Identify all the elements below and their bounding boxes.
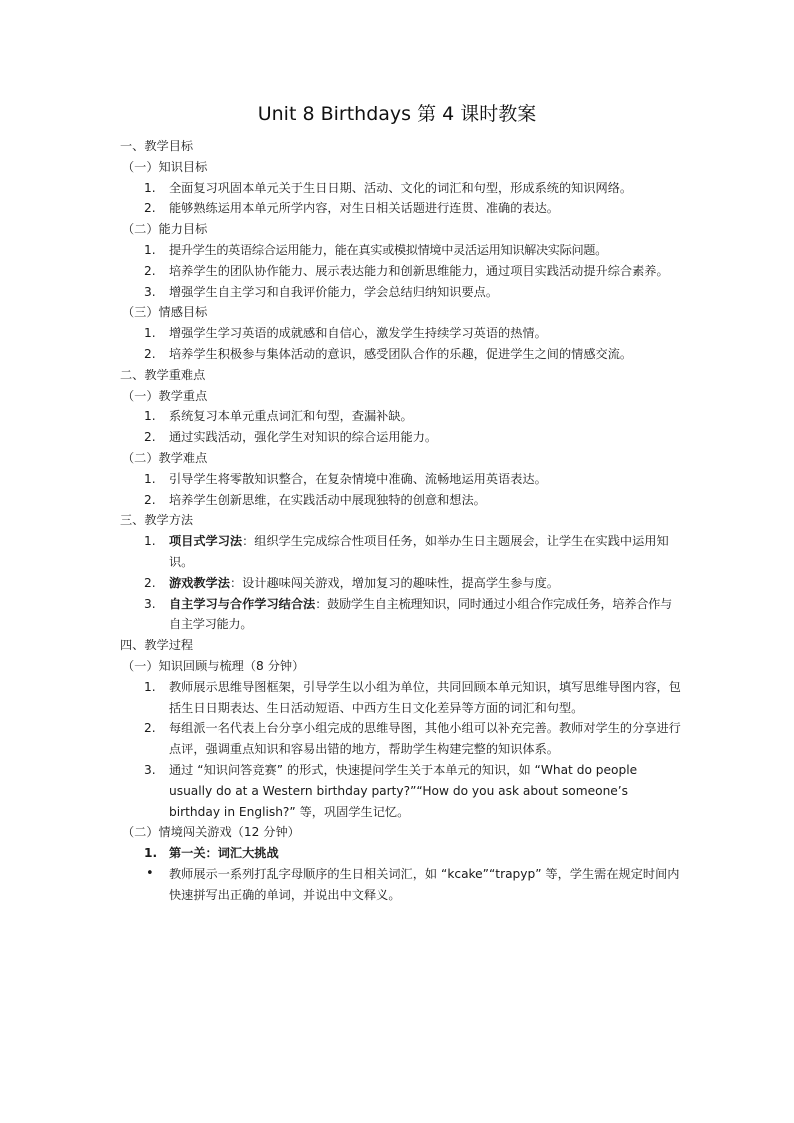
item-text: ：鼓励学生自主梳理知识，同时通过小组合作完成任务，培养合作与自主学习能力。 (169, 596, 672, 632)
item-number: 2. (144, 430, 156, 445)
item-text: 通过 “知识问答竞赛” 的形式，快速提问学生关于本单元的知识，如 “What do people usually do at a Western birthday party?”“How do you ask about someone’s birthday in English?” 等，巩固学生记忆。 (169, 762, 638, 819)
list-item (120, 240, 682, 261)
list-item (120, 594, 682, 636)
list-item (120, 677, 682, 719)
item-number: 1. (144, 534, 156, 549)
list-item (120, 490, 682, 511)
item-text: 每组派一名代表上台分享小组完成的思维导图，其他小组可以补充完善。教师对学生的分享进行点评，强调重点知识和容易出错的地方，帮助学生构建完整的知识体系。 (169, 721, 681, 757)
section-heading: 二、教学重难点 (120, 367, 206, 382)
item-number: 1. (144, 326, 156, 341)
list-item (120, 178, 682, 199)
item-number: 1. (144, 679, 156, 694)
item-number: 1. (144, 846, 158, 861)
list-item (120, 573, 682, 594)
section-heading: 一、教学目标 (120, 139, 194, 153)
method-label: 项目式学习法 (169, 534, 243, 549)
list-item (120, 469, 682, 490)
item-number: 2. (144, 492, 156, 507)
list-item (120, 843, 682, 864)
item-number: 2. (144, 721, 156, 736)
list-item (120, 531, 682, 573)
list-item (120, 760, 682, 822)
subsection-heading: （二）教学难点 (122, 450, 208, 465)
item-number: 1. (144, 409, 156, 424)
item-text: 增强学生自主学习和自我评价能力，学会总结归纳知识要点。 (169, 284, 499, 299)
subsection-heading: （三）情感目标 (122, 305, 208, 320)
subsection-heading: （一）教学重点 (122, 388, 208, 403)
list-item (120, 427, 682, 448)
item-text: 能够熟练运用本单元所学内容，对生日相关话题进行连贯、准确的表达。 (169, 201, 559, 216)
item-text: 全面复习巩固本单元关于生日日期、活动、文化的词汇和句型，形成系统的知识网络。 (169, 180, 633, 195)
item-number: 3. (144, 762, 156, 777)
document-body (120, 136, 682, 905)
method-label: 游戏教学法 (169, 575, 230, 590)
level-title: 第一关：词汇大挑战 (169, 846, 279, 861)
item-number: 3. (144, 284, 156, 299)
bullet-item (120, 864, 682, 906)
subsection-heading: （二）能力目标 (122, 222, 208, 237)
item-text: 培养学生的团队协作能力、展示表达能力和创新思维能力，通过项目实践活动提升综合素养。 (169, 263, 669, 278)
item-text: ：设计趣味闯关游戏，增加复习的趣味性，提高学生参与度。 (229, 575, 559, 590)
section-heading: 四、教学过程 (120, 638, 194, 653)
item-text: 系统复习本单元重点词汇和句型，查漏补缺。 (169, 409, 413, 424)
document-title: Unit 8 Birthdays 第 4 课时教案 (257, 103, 537, 125)
list-item (120, 406, 682, 427)
item-text: 教师展示思维导图框架，引导学生以小组为单位，共同回顾本单元知识，填写思维导图内容，包括生日日期表达、生日活动短语、中西方生日文化差异等方面的词汇和句型。 (169, 679, 681, 715)
item-number: 1. (144, 471, 156, 486)
method-label: 自主学习与合作学习结合法 (169, 596, 316, 611)
item-number: 2. (144, 201, 156, 216)
list-item (120, 198, 682, 219)
item-text: 培养学生创新思维，在实践活动中展现独特的创意和想法。 (169, 492, 486, 507)
list-item (120, 282, 682, 303)
section-heading: 三、教学方法 (120, 513, 194, 528)
bullet-icon: • (146, 865, 154, 881)
list-item (120, 261, 682, 282)
item-text: ：组织学生完成综合性项目任务，如举办生日主题展会，让学生在实践中运用知识。 (169, 534, 669, 569)
item-number: 3. (144, 596, 156, 611)
subsection-heading: （一）知识回顾与梳理（8 分钟） (122, 658, 305, 673)
list-item (120, 344, 682, 365)
item-number: 2. (144, 575, 156, 590)
item-text: 提升学生的英语综合运用能力，能在真实或模拟情境中灵活运用知识解决实际问题。 (169, 242, 607, 257)
item-number: 2. (144, 346, 156, 361)
item-number: 2. (144, 263, 156, 278)
subsection-heading: （二）情境闯关游戏（12 分钟） (122, 825, 300, 840)
item-text: 引导学生将零散知识整合，在复杂情境中准确、流畅地运用英语表达。 (169, 471, 547, 486)
item-text: 增强学生学习英语的成就感和自信心，激发学生持续学习英语的热情。 (169, 326, 547, 341)
subsection-heading: （一）知识目标 (122, 159, 208, 174)
item-text: 通过实践活动，强化学生对知识的综合运用能力。 (169, 430, 438, 445)
list-item (120, 323, 682, 344)
list-item (120, 718, 682, 760)
item-text: 培养学生积极参与集体活动的意识，感受团队合作的乐趣，促进学生之间的情感交流。 (169, 346, 633, 361)
item-number: 1. (144, 242, 156, 257)
item-text: 教师展示一系列打乱字母顺序的生日相关词汇，如 “kcake”“trapyp” 等，学生需在规定时间内快速拼写出正确的单词，并说出中文释义。 (169, 866, 680, 902)
item-number: 1. (144, 180, 156, 195)
